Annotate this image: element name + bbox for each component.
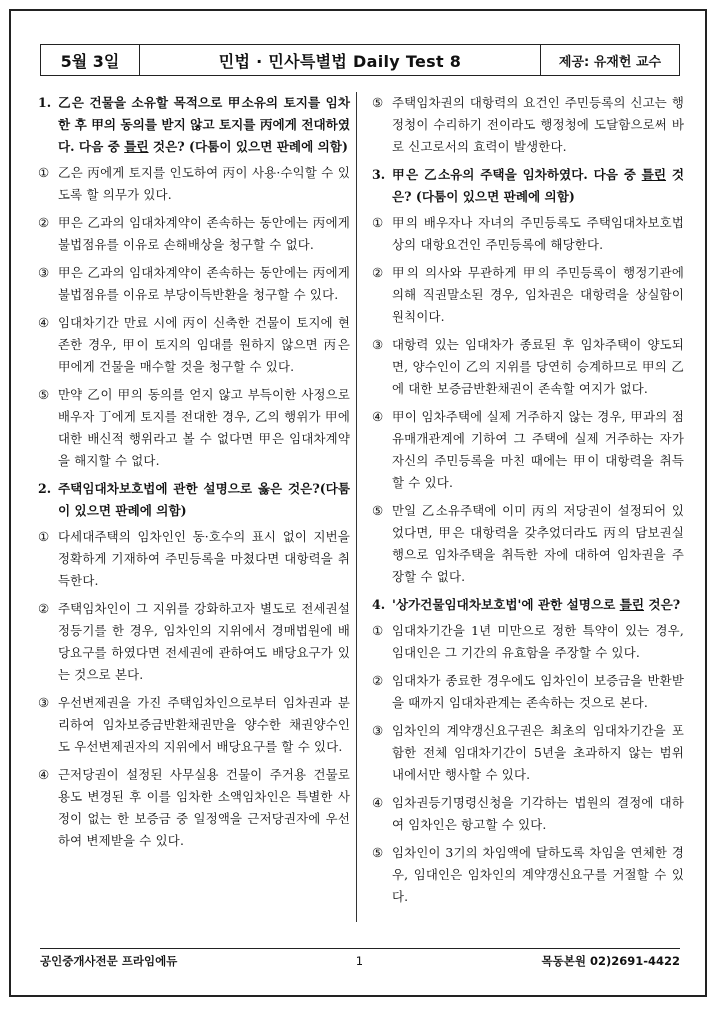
footer-publisher: 공인중개사전문 프라임에듀 (40, 954, 178, 968)
option-number: ① (372, 623, 384, 638)
question-text-a: '상가건물임대차보호법'에 관한 설명으로 (392, 597, 620, 612)
option-text: 甲은 乙과의 임대차계약이 존속하는 동안에는 丙에게 불법점유를 이유로 부당이득반환을 청구할 수 있다. (58, 265, 350, 302)
option-number: ② (372, 265, 384, 280)
right-column (372, 92, 684, 914)
option-text: 다세대주택의 임차인인 동·호수의 표시 없이 지번을 정확하게 기재하여 주민등록을 마쳤다면 대항력을 취득한다. (58, 529, 350, 588)
question-number: 3. (372, 167, 386, 182)
option (38, 764, 350, 852)
option-text: 대항력 있는 임대차가 종료된 후 임차주택이 양도되면, 양수인이 乙의 지위를 당연히 승계하므로 甲의 乙에 대한 보증금반환채권이 존속할 여지가 없다. (392, 337, 684, 396)
option-number: ⑤ (38, 387, 50, 402)
question-text (392, 594, 684, 616)
test-header (40, 44, 680, 76)
option (38, 692, 350, 758)
option-text: 임차권등기명령신청을 기각하는 법원의 결정에 대하여 임차인은 항고할 수 있다. (392, 795, 684, 832)
question-number: 2. (38, 481, 52, 496)
question-1 (38, 92, 350, 158)
question-number: 4. (372, 597, 386, 612)
option-text: 만일 乙소유주택에 이미 丙의 저당권이 설정되어 있었다면, 甲은 대항력을 갖추었더라도 丙의 담보권실행으로 임차주택을 취득한 자에 대하여 임차권을 주장할 수 없다. (392, 503, 684, 584)
option-number: ④ (38, 767, 50, 782)
option-text: 임대차기간을 1년 미만으로 정한 특약이 있는 경우, 임대인은 그 기간의 유효함을 주장할 수 있다. (392, 623, 684, 660)
option (372, 500, 684, 588)
option-number: ① (38, 529, 50, 544)
option-number: ③ (372, 723, 384, 738)
question-text-b: 것은? (다툼이 있으면 판례에 의함) (392, 167, 684, 204)
option-text: 임대차가 종료한 경우에도 임차인이 보증금을 반환받을 때까지 임대차관계는 존속하는 것으로 본다. (392, 673, 684, 710)
question-3 (372, 164, 684, 208)
option-number: ④ (372, 409, 384, 424)
question-text: 주택임대차보호법에 관한 설명으로 옳은 것은?(다툼이 있으면 판례에 의함) (58, 481, 350, 518)
left-column (38, 92, 350, 858)
option (372, 720, 684, 786)
question-text-b: 것은? (644, 597, 681, 612)
option (372, 620, 684, 664)
option-text: 임차인이 3기의 차임액에 달하도록 차임을 연체한 경우, 임대인은 임차인의 계약갱신요구를 거절할 수 있다. (392, 845, 684, 904)
option (38, 262, 350, 306)
question-2 (38, 478, 350, 522)
option-number: ③ (38, 695, 50, 710)
option (38, 526, 350, 592)
question-number: 1. (38, 95, 52, 110)
option-number: ⑤ (372, 95, 384, 110)
option-text: 甲의 배우자나 자녀의 주민등록도 주택임대차보호법상의 대항요건인 주민등록에 해당한다. (392, 215, 684, 252)
option-text: 우선변제권을 가진 주택임차인으로부터 임차권과 분리하여 임차보증금반환채권만을 양수한 채권양수인도 우선변제권자의 지위에서 배당요구를 할 수 있다. (58, 695, 350, 754)
option-number: ④ (372, 795, 384, 810)
option-text: 만약 乙이 甲의 동의를 얻지 않고 부득이한 사정으로 배우자 丁에게 토지를 전대한 경우, 乙의 행위가 甲에 대한 배신적 행위라고 볼 수 없다면 甲은 임대차계약을 해지할 수 없다. (58, 387, 350, 468)
option (38, 212, 350, 256)
option-text: 주택임차인이 그 지위를 강화하고자 별도로 전세권설정등기를 한 경우, 임차인의 지위에서 경매법원에 배당요구를 하였다면 전세권에 관하여도 배당요구가 있는 것으로 본다. (58, 601, 350, 682)
option (372, 670, 684, 714)
option-number: ② (38, 215, 50, 230)
question-text-underlined: 틀린 (124, 139, 149, 154)
option (372, 334, 684, 400)
option-number: ② (38, 601, 50, 616)
question-text-underlined: 틀린 (641, 167, 667, 182)
option-number: ⑤ (372, 845, 384, 860)
question-text (58, 92, 350, 158)
option (372, 262, 684, 328)
option (38, 162, 350, 206)
question-4 (372, 594, 684, 616)
option-text: 甲이 임차주택에 실제 거주하지 않는 경우, 甲과의 점유매개관계에 기하여 그 주택에 실제 거주하는 자가 자신의 주민등록을 마친 때에는 甲이 대항력을 취득할 수 있다. (392, 409, 684, 490)
option-number: ③ (372, 337, 384, 352)
column-divider (356, 92, 357, 922)
option-number: ④ (38, 315, 50, 330)
option-number: ① (372, 215, 384, 230)
test-date: 5월 3일 (41, 45, 140, 75)
option (372, 792, 684, 836)
option (38, 312, 350, 378)
option (372, 406, 684, 494)
footer-contact: 목동본원 02)2691-4422 (541, 954, 680, 968)
test-credit: 제공: 유재헌 교수 (540, 45, 679, 75)
option-number: ① (38, 165, 50, 180)
option-number: ③ (38, 265, 50, 280)
option-number: ⑤ (372, 503, 384, 518)
option-number: ② (372, 673, 384, 688)
question-text (392, 164, 684, 208)
option-text: 임대차기간 만료 시에 丙이 신축한 건물이 토지에 현존한 경우, 甲이 토지의 임대를 원하지 않으면 丙은 甲에게 건물을 매수할 것을 청구할 수 있다. (58, 315, 350, 374)
question-text-b: 것은? (다툼이 있으면 판례에 의함) (148, 139, 348, 154)
question-text-a: 甲은 乙소유의 주택을 임차하였다. 다음 중 (392, 167, 642, 182)
option-text: 乙은 丙에게 토지를 인도하여 丙이 사용·수익할 수 있도록 할 의무가 있다. (58, 165, 350, 202)
option (372, 212, 684, 256)
question-text-a: 乙은 건물을 소유할 목적으로 甲소유의 토지를 임차한 후 甲의 동의를 받지 않고 토지를 丙에게 전대하였다. 다음 중 (58, 95, 350, 154)
option-text: 근저당권이 설정된 사무실용 건물이 주거용 건물로 용도 변경된 후 이를 임차한 소액임차인은 특별한 사정이 없는 한 보증금 중 일정액을 근저당권자에 우선하여 변제받을 수 있다. (58, 767, 350, 848)
option (372, 92, 684, 158)
option-text: 甲은 乙과의 임대차계약이 존속하는 동안에는 丙에게 불법점유를 이유로 손해배상을 청구할 수 없다. (58, 215, 350, 252)
option (38, 598, 350, 686)
option-text: 임차인의 계약갱신요구권은 최초의 임대차기간을 포함한 전체 임대차기간이 5년을 초과하지 않는 범위 내에서만 행사할 수 있다. (392, 723, 684, 782)
question-text-underlined: 틀린 (619, 597, 645, 612)
option-text: 주택임차권의 대항력의 요건인 주민등록의 신고는 행정청이 수리하기 전이라도 행정청에 도달함으로써 바로 신고로서의 효력이 발생한다. (392, 95, 684, 154)
option-text: 甲의 의사와 무관하게 甲의 주민등록이 행정기관에 의해 직권말소된 경우, 임차권은 대항력을 상실함이 원칙이다. (392, 265, 684, 324)
test-title: 민법 · 민사특별법 Daily Test 8 (218, 51, 462, 71)
page-footer (40, 948, 680, 969)
option (38, 384, 350, 472)
page-number: 1 (355, 954, 364, 968)
option (372, 842, 684, 908)
